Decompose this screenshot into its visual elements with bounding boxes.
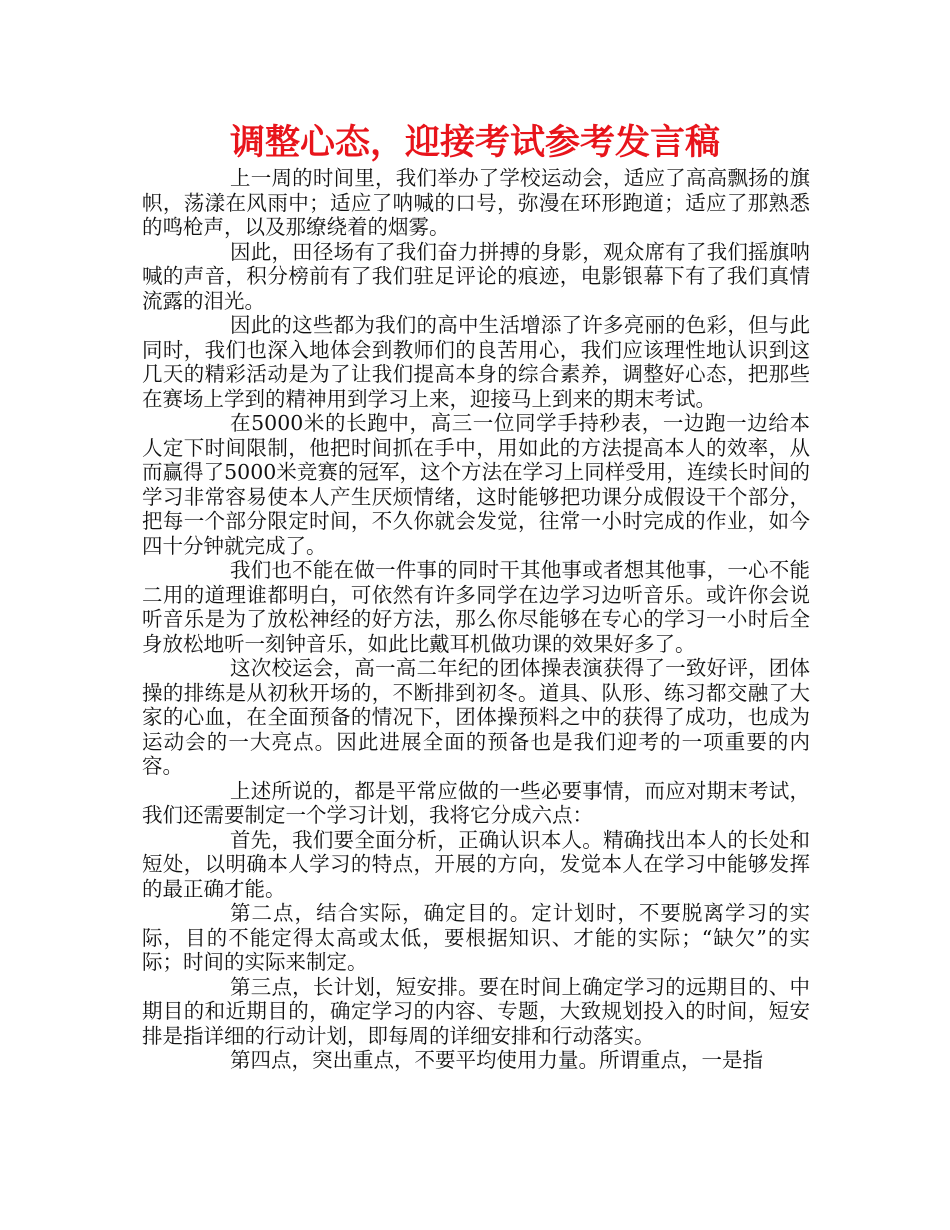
paragraph: 首先，我们要全面分析，正确认识本人。精确找出本人的长处和短处，以明确本人学习的特点，开展的方向，发觉本人在学习中能够发挥的最正确才能。 — [142, 827, 810, 901]
paragraph: 我们也不能在做一件事的同时干其他事或者想其他事，一心不能二用的道理谁都明白，可依然有许多同学在边学习边听音乐。或许你会说听音乐是为了放松神经的好方法，那么你尽能够在专心的学习一小时后全身放松地听一刻钟音乐，如此比戴耳机做功课的效果好多了。 — [142, 558, 810, 656]
paragraph: 第三点，长计划，短安排。要在时间上确定学习的远期目的、中期目的和近期目的，确定学习的内容、专题，大致规划投入的时间，短安排是指详细的行动计划，即每周的详细安排和行动落实。 — [142, 974, 810, 1048]
document-title: 调整心态，迎接考试参考发言稿 — [229, 123, 720, 163]
paragraph: 上一周的时间里，我们举办了学校运动会，适应了高高飘扬的旗帜，荡漾在风雨中；适应了呐喊的口号，弥漫在环形跑道；适应了那熟悉的鸣枪声，以及那缭绕着的烟雾。 — [142, 166, 810, 239]
document-body — [142, 166, 810, 1073]
paragraph: 这次校运会，高一高二年纪的团体操表演获得了一致好评，团体操的排练是从初秋开场的，不断排到初冬。道具、队形、练习都交融了大家的心血，在全面预备的情况下，团体操预料之中的获得了成功，也成为运动会的一大亮点。因此进展全面的预备也是我们迎考的一项重要的内容。 — [142, 656, 810, 778]
paragraph: 第二点，结合实际，确定目的。定计划时，不要脱离学习的实际，目的不能定得太高或太低，要根据知识、才能的实际；“缺欠”的实际；时间的实际来制定。 — [142, 901, 810, 974]
paragraph: 因此，田径场有了我们奋力拼搏的身影，观众席有了我们摇旗呐喊的声音，积分榜前有了我们驻足评论的痕迹，电影银幕下有了我们真情流露的泪光。 — [142, 239, 810, 313]
paragraph: 在5000米的长跑中，高三一位同学手持秒表，一边跑一边给本人定下时间限制，他把时间抓在手中，用如此的方法提高本人的效率，从而赢得了5000米竞赛的冠军，这个方法在学习上同样受用，连续长时间的学习非常容易使本人产生厌烦情绪，这时能够把功课分成假设干个部分，把每一个部分限定时间，不久你就会发觉，往常一小时完成的作业，如今四十分钟就完成了。 — [142, 411, 810, 558]
paragraph: 第四点，突出重点，不要平均使用力量。所谓重点，一是指 — [230, 1048, 763, 1072]
paragraph: 上述所说的，都是平常应做的一些必要事情，而应对期末考试，我们还需要制定一个学习计划，我将它分成六点： — [142, 778, 810, 827]
paragraph: 因此的这些都为我们的高中生活增添了许多亮丽的色彩，但与此同时，我们也深入地体会到教师们的良苦用心，我们应该理性地认识到这几天的精彩活动是为了让我们提高本身的综合素养，调整好心态，把那些在赛场上学到的精神用到学习上来，迎接马上到来的期末考试。 — [142, 313, 810, 411]
